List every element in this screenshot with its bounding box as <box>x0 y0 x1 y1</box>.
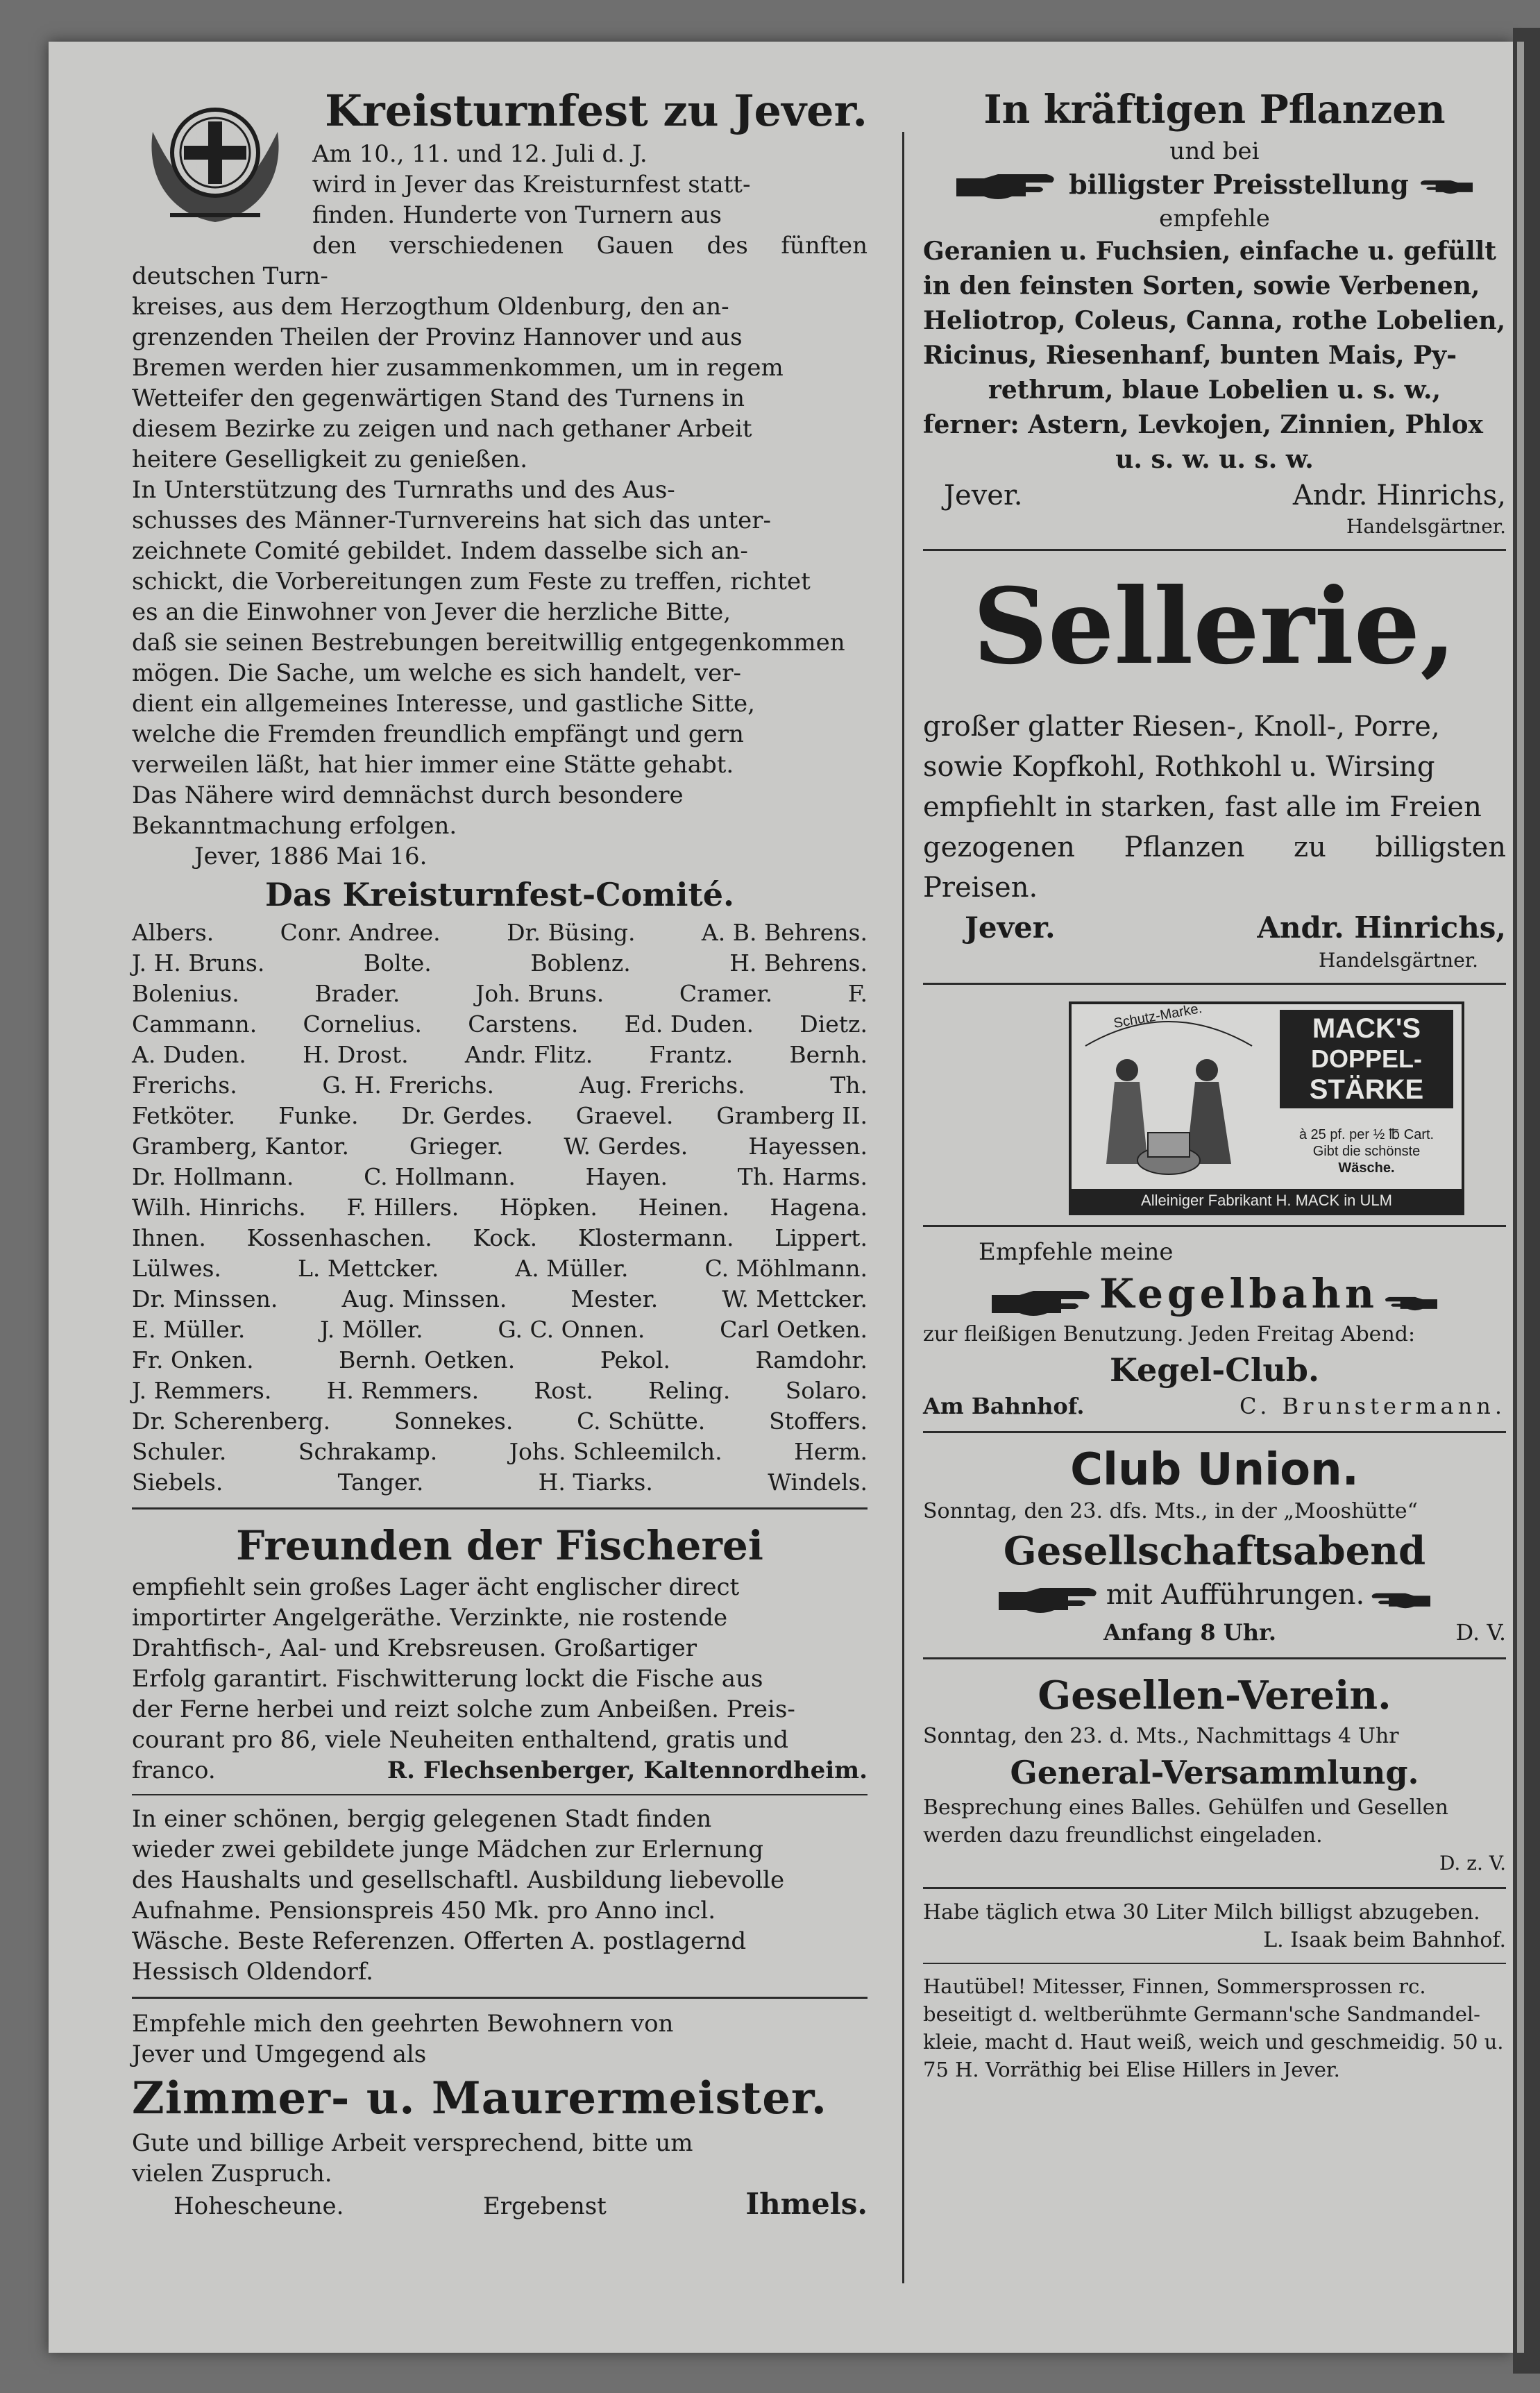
committee-member: Dietz. <box>799 1011 868 1038</box>
kegel-place: Am Bahnhof. <box>923 1393 1085 1419</box>
turnfest-line: Das Nähere wird demnächst durch besondere <box>132 781 684 809</box>
committee-member: Bernh. Oetken. <box>339 1346 516 1373</box>
committee-member: E. Müller. <box>132 1316 246 1343</box>
hautuebel-line: Hautübel! Mitesser, Finnen, Sommersprossen rc. <box>923 1974 1426 1998</box>
maurer-intro-line: Jever und Umgegend als <box>132 2040 427 2068</box>
separator <box>923 1225 1506 1227</box>
committee-names <box>132 918 868 1498</box>
committee-member: Solaro. <box>785 1377 868 1404</box>
committee-member: F. <box>847 980 868 1007</box>
turner-cross-emblem-icon <box>132 83 298 236</box>
committee-member: Herm. <box>794 1438 868 1465</box>
pension-line: Hessisch Oldendorf. <box>132 1958 373 1986</box>
pflanzen-und-bei: und bei <box>1169 137 1260 165</box>
pflanzen-line: rethrum, blaue Lobelien u. s. w., <box>988 375 1441 405</box>
club-union-start: Anfang 8 Uhr. <box>1103 1618 1277 1646</box>
kegel-intro: Empfehle meine <box>979 1237 1174 1266</box>
gesellen-title: Gesellen-Verein. <box>1038 1672 1391 1718</box>
committee-member: Ramdohr. <box>755 1346 868 1373</box>
committee-row <box>132 1376 868 1406</box>
kegel-line: zur fleißigen Benutzung. Jeden Freitag Abend: <box>923 1322 1416 1346</box>
pension-ad <box>132 1804 868 1987</box>
committee-member: Grieger. <box>409 1133 504 1160</box>
committee-member: Th. Harms. <box>737 1163 868 1190</box>
committee-member: Kock. <box>473 1224 538 1251</box>
committee-member: Wilh. Hinrichs. <box>132 1194 306 1221</box>
hautuebel-line: beseitigt d. weltberühmte Germann'sche Sandmandel- <box>923 2002 1480 2026</box>
gesellen-verein-ad <box>923 1669 1506 1877</box>
sellerie-line: großer glatter Riesen-, Knoll-, Porre, <box>923 710 1440 743</box>
turnfest-line: finden. Hunderte von Turnern aus <box>312 201 722 229</box>
pflanzen-title: In kräftigen Pflanzen <box>983 87 1446 133</box>
mack-schutzmarke: Schutz-Marke. <box>1112 1000 1203 1031</box>
committee-member: Frantz. <box>649 1041 734 1068</box>
committee-member: Gramberg II. <box>716 1102 868 1129</box>
committee-member: A. B. Behrens. <box>701 919 868 946</box>
committee-member: Aug. Minssen. <box>341 1285 507 1312</box>
turnfest-notice <box>132 83 868 1498</box>
fischerei-line: Drahtfisch-, Aal- und Krebsreusen. Großartiger <box>132 1634 697 1662</box>
committee-row <box>132 1162 868 1192</box>
sellerie-line: sowie Kopfkohl, Rothkohl u. Wirsing <box>923 750 1435 783</box>
committee-member: Hayen. <box>585 1163 668 1190</box>
fischerei-last-line: franco. <box>132 1757 216 1784</box>
turnfest-line: mögen. Die Sache, um welche es sich handelt, ver- <box>132 659 741 687</box>
committee-member: Bernh. <box>789 1041 868 1068</box>
mack-brand3: STÄRKE <box>1309 1074 1424 1105</box>
committee-member: Boblenz. <box>530 949 631 976</box>
club-union-line: Sonntag, den 23. dfs. Mts., in der „Mooshütte“ <box>923 1499 1418 1523</box>
mack-staerke-ad <box>1069 1001 1464 1215</box>
committee-row <box>132 1437 868 1467</box>
committee-member: Hayessen. <box>748 1133 868 1160</box>
turnfest-line: welche die Fremden freundlich empfängt und gern <box>132 720 744 748</box>
sellerie-line: gezogenen Pflanzen zu billigsten Preisen. <box>923 831 1506 904</box>
committee-member: Andr. Flitz. <box>464 1041 593 1068</box>
committee-member: Schrakamp. <box>298 1438 438 1465</box>
committee-member: C. Möhlmann. <box>704 1255 868 1282</box>
milch-ad <box>923 1899 1506 1954</box>
committee-member: Hagena. <box>770 1194 868 1221</box>
milch-sign: L. Isaak beim Bahnhof. <box>1263 1927 1506 1952</box>
pflanzen-line: Geranien u. Fuchsien, einfache u. gefüllt <box>923 236 1496 266</box>
pflanzen-line: Heliotrop, Coleus, Canna, rothe Lobelien, <box>923 305 1506 335</box>
committee-member: Schuler. <box>132 1438 227 1465</box>
maurer-signature-row <box>132 2189 868 2222</box>
sellerie-trade: Handelsgärtner. <box>1318 948 1478 972</box>
sellerie-signature-row <box>923 908 1506 948</box>
committee-member: Stoffers. <box>769 1407 868 1435</box>
kegel-name: C. Brunstermann. <box>1239 1393 1506 1419</box>
pflanzen-list <box>923 234 1506 477</box>
committee-row <box>132 1253 868 1284</box>
committee-member: Th. <box>830 1072 868 1099</box>
turnfest-dateline: Jever, 1886 Mai 16. <box>194 843 428 870</box>
turnfest-line: In Unterstützung des Turnraths und des Aus- <box>132 476 675 504</box>
fischerei-line: importirter Angelgeräthe. Verzinkte, nie rostende <box>132 1604 728 1632</box>
sellerie-body <box>923 707 1506 908</box>
committee-member: Windels. <box>768 1469 868 1496</box>
maurer-intro-line: Empfehle mich den geehrten Bewohnern von <box>132 2010 674 2038</box>
committee-member: Sonnekes. <box>394 1407 514 1435</box>
kegel-club: Kegel-Club. <box>1110 1351 1319 1389</box>
mack-brand-block <box>1280 1010 1453 1108</box>
committee-row <box>132 1406 868 1437</box>
committee-row <box>132 1284 868 1314</box>
pension-line: des Haushalts und gesellschaftl. Ausbildung liebevolle <box>132 1866 785 1894</box>
turnfest-line: den verschiedenen Gauen des fünften deutschen Turn- <box>132 232 868 290</box>
committee-member: C. Hollmann. <box>364 1163 516 1190</box>
pointing-hand-left-icon <box>1417 171 1473 203</box>
hautuebel-line: 75 H. Vorräthig bei Elise Hillers in Jever. <box>923 2057 1340 2081</box>
committee-row <box>132 1009 868 1040</box>
committee-title: Das Kreisturnfest-Comité. <box>264 876 735 913</box>
gesellen-sign: D. z. V. <box>1439 1851 1506 1875</box>
committee-member: Johs. Schleemilch. <box>509 1438 722 1465</box>
separator <box>923 549 1506 551</box>
kegelbahn-ad <box>923 1237 1506 1422</box>
mack-tagline1: Gibt die schönste <box>1312 1143 1421 1159</box>
committee-member: Albers. <box>132 919 214 946</box>
turnfest-line: verweilen läßt, hat hier immer eine Stätte gehabt. <box>132 751 734 779</box>
separator <box>923 1963 1506 1964</box>
committee-row <box>132 1223 868 1253</box>
committee-member: H. Behrens. <box>729 949 868 976</box>
hautuebel-ad <box>923 1972 1506 2083</box>
pflanzen-billig: billigster Preisstellung <box>1069 169 1409 200</box>
sellerie-title: Sellerie, <box>972 565 1457 688</box>
kegel-title-row <box>923 1267 1506 1321</box>
sellerie-ad <box>923 561 1506 973</box>
turnfest-line: Bremen werden hier zusammenkommen, um in regem <box>132 354 784 382</box>
club-union-event: Gesellschaftsabend <box>1003 1528 1426 1574</box>
fischerei-signature: R. Flechsenberger, Kaltennordheim. <box>387 1757 868 1784</box>
committee-member: J. Möller. <box>320 1316 423 1343</box>
committee-row <box>132 1345 868 1376</box>
committee-member: Cammann. <box>132 1011 257 1038</box>
committee-member: F. Hillers. <box>346 1194 459 1221</box>
committee-row <box>132 1070 868 1101</box>
committee-row <box>132 1314 868 1345</box>
pflanzen-line: Ricinus, Riesenhanf, bunten Mais, Py- <box>923 340 1457 370</box>
committee-member: G. H. Frerichs. <box>322 1072 494 1099</box>
committee-member: Rost. <box>534 1377 593 1404</box>
committee-member: Funke. <box>278 1102 359 1129</box>
pflanzen-ad <box>923 83 1506 539</box>
gesellen-line: Sonntag, den 23. d. Mts., Nachmittags 4 Uhr <box>923 1723 1399 1748</box>
committee-member: Frerichs. <box>132 1072 237 1099</box>
committee-member: Carl Oetken. <box>720 1316 868 1343</box>
gesellen-body <box>923 1794 1506 1850</box>
maurer-line: vielen Zuspruch. <box>132 2160 332 2188</box>
committee-member: Gramberg, Kantor. <box>132 1133 349 1160</box>
committee-member: Lippert. <box>775 1224 868 1251</box>
pointing-hand-icon <box>956 171 1060 203</box>
club-union-title: Club Union. <box>1070 1444 1359 1496</box>
sellerie-name: Andr. Hinrichs, <box>1257 910 1506 945</box>
maurer-ad <box>132 2009 868 2222</box>
pointing-hand-icon <box>992 1288 1096 1320</box>
page-edge-inner <box>1517 42 1524 2353</box>
turnfest-line: wird in Jever das Kreisturnfest statt- <box>312 171 751 198</box>
turnfest-line: es an die Einwohner von Jever die herzliche Bitte, <box>132 598 731 626</box>
committee-row <box>132 1101 868 1131</box>
turnfest-body <box>132 139 868 841</box>
committee-member: Heinen. <box>638 1194 729 1221</box>
committee-member: Cramer. <box>679 980 773 1007</box>
separator <box>923 1657 1506 1659</box>
pflanzen-signature-row <box>923 477 1506 514</box>
committee-member: Dr. Scherenberg. <box>132 1407 331 1435</box>
column-divider <box>902 132 904 2283</box>
fischerei-line: der Ferne herbei und reizt solche zum Anbeißen. Preis- <box>132 1696 795 1723</box>
turnfest-line: heitere Geselligkeit zu genießen. <box>132 446 528 473</box>
turnfest-line: kreises, aus dem Herzogthum Oldenburg, den an- <box>132 293 729 321</box>
turnfest-line: diesem Bezirke zu zeigen und nach gethaner Arbeit <box>132 415 752 443</box>
fischerei-line: empfiehlt sein großes Lager ächt englischer direct <box>132 1573 740 1601</box>
pflanzen-name: Andr. Hinrichs, <box>1292 479 1506 511</box>
committee-member: Reling. <box>648 1377 731 1404</box>
milch-line: Habe täglich etwa 30 Liter Milch billigst abzugeben. <box>923 1900 1480 1925</box>
maurer-place: Hohescheune. <box>174 2192 344 2220</box>
turnfest-line: grenzenden Theilen der Provinz Hannover und aus <box>132 323 743 351</box>
maurer-name: Ihmels. <box>745 2187 868 2221</box>
pension-line: wieder zwei gebildete junge Mädchen zur Erlernung <box>132 1836 764 1863</box>
pflanzen-line: ferner: Astern, Levkojen, Zinnien, Phlox <box>923 409 1483 439</box>
fischerei-signature-row <box>132 1755 868 1786</box>
turnfest-line: zeichnete Comité gebildet. Indem dasselbe sich an- <box>132 537 748 565</box>
committee-member: Graevel. <box>575 1102 674 1129</box>
turnfest-line: Am 10., 11. und 12. Juli d. J. <box>312 140 648 168</box>
committee-member: C. Schütte. <box>577 1407 706 1435</box>
committee-row <box>132 948 868 979</box>
svg-text:F: F <box>225 129 236 146</box>
svg-text:F: F <box>193 129 204 146</box>
maurer-intro <box>132 2009 868 2070</box>
committee-member: J. Remmers. <box>132 1377 272 1404</box>
committee-row <box>132 1192 868 1223</box>
club-union-footer <box>923 1617 1506 1648</box>
pointing-hand-icon <box>999 1585 1103 1617</box>
committee-member: L. Mettcker. <box>297 1255 439 1282</box>
committee-member: W. Mettcker. <box>722 1285 868 1312</box>
separator <box>132 1794 868 1795</box>
turnfest-line: schickt, die Vorbereitungen zum Feste zu treffen, richtet <box>132 568 811 595</box>
committee-member: Brader. <box>314 980 400 1007</box>
maurer-body <box>132 2128 868 2189</box>
sellerie-place: Jever. <box>965 910 1056 945</box>
pointing-hand-left-icon <box>1368 1585 1430 1617</box>
turnfest-line: Bekanntmachung erfolgen. <box>132 812 457 840</box>
club-union-with: mit Aufführungen. <box>1106 1579 1365 1611</box>
separator <box>132 1507 868 1510</box>
committee-member: Joh. Bruns. <box>475 980 604 1007</box>
club-union-sign: D. V. <box>1455 1618 1506 1646</box>
committee-member: Bolte. <box>363 949 432 976</box>
fischerei-line: courant pro 86, viele Neuheiten enthaltend, gratis und <box>132 1726 789 1754</box>
committee-row <box>132 1131 868 1162</box>
pflanzen-line: u. s. w. u. s. w. <box>1115 444 1314 474</box>
laundry-women-illustration-icon <box>1072 1004 1266 1185</box>
maurer-ergebenst: Ergebenst <box>482 2192 607 2220</box>
pflanzen-place: Jever. <box>944 479 1023 511</box>
separator <box>923 1887 1506 1889</box>
committee-member: Ed. Duden. <box>624 1011 754 1038</box>
committee-member: A. Duden. <box>132 1041 246 1068</box>
hautuebel-line: kleie, macht d. Haut weiß, weich und geschmeidig. 50 u. <box>923 2029 1504 2054</box>
committee-member: Fr. Onken. <box>132 1346 254 1373</box>
committee-member: Fetköter. <box>132 1102 236 1129</box>
maurer-line: Gute und billige Arbeit versprechend, bitte um <box>132 2129 693 2157</box>
committee-member: H. Remmers. <box>326 1377 480 1404</box>
gesellen-event: General-Versammlung. <box>1010 1753 1419 1791</box>
committee-member: Cornelius. <box>303 1011 422 1038</box>
committee-member: Mester. <box>570 1285 659 1312</box>
separator <box>132 1997 868 1999</box>
committee-member: Dr. Hollmann. <box>132 1163 294 1190</box>
separator <box>923 983 1506 985</box>
pflanzen-trade: Handelsgärtner. <box>1346 514 1506 538</box>
committee-member: Aug. Frerichs. <box>579 1072 745 1099</box>
mack-brand2: DOPPEL- <box>1310 1044 1422 1073</box>
committee-member: Kossenhaschen. <box>246 1224 432 1251</box>
pflanzen-line: in den feinsten Sorten, sowie Verbenen, <box>923 271 1480 301</box>
mack-price: à 25 pf. per ½ ℔ Cart. <box>1298 1126 1435 1142</box>
committee-member: Bolenius. <box>132 980 239 1007</box>
committee-member: Lülwes. <box>132 1255 221 1282</box>
pension-line: Wäsche. Beste Referenzen. Offerten A. postlagernd <box>132 1927 747 1955</box>
committee-member: Conr. Andree. <box>280 919 441 946</box>
committee-member: Ihnen. <box>132 1224 206 1251</box>
turnfest-line: Wetteifer den gegenwärtigen Stand des Turnens in <box>132 384 745 412</box>
fischerei-ad <box>132 1519 868 1786</box>
turnfest-line: dient ein allgemeines Interesse, und gastliche Sitte, <box>132 690 755 718</box>
committee-member: Dr. Büsing. <box>507 919 636 946</box>
mack-tagline2: Wäsche. <box>1338 1160 1395 1176</box>
committee-member: G. C. Onnen. <box>498 1316 645 1343</box>
gesellen-line: Besprechung eines Balles. Gehülfen und Gesellen <box>923 1795 1448 1820</box>
pflanzen-empfehle: empfehle <box>1159 204 1270 232</box>
committee-row <box>132 1467 868 1498</box>
committee-member: H. Tiarks. <box>538 1469 653 1496</box>
turnfest-line: schusses des Männer-Turnvereins hat sich das unter- <box>132 507 772 534</box>
committee-row <box>132 1040 868 1070</box>
committee-member: Tanger. <box>337 1469 424 1496</box>
club-union-ad <box>923 1443 1506 1648</box>
separator <box>923 1431 1506 1433</box>
maurer-title: Zimmer- u. Maurermeister. <box>132 2072 828 2124</box>
committee-member: Klostermann. <box>577 1224 734 1251</box>
turnfest-title: Kreisturnfest zu Jever. <box>325 85 868 136</box>
svg-text:F: F <box>193 162 204 179</box>
kegel-title: Kegelbahn <box>1099 1269 1378 1317</box>
mack-tagline-block <box>1280 1126 1453 1176</box>
mack-maker: Alleiniger Fabrikant H. MACK in ULM <box>1072 1189 1462 1212</box>
kegel-signature-row <box>923 1391 1506 1421</box>
committee-member: Pekol. <box>600 1346 670 1373</box>
committee-member: Höpken. <box>499 1194 598 1221</box>
left-column <box>132 83 868 2222</box>
committee-member: Dr. Gerdes. <box>401 1102 533 1129</box>
committee-row <box>132 918 868 948</box>
pointing-hand-left-icon <box>1382 1288 1437 1320</box>
fischerei-title: Freunden der Fischerei <box>236 1522 763 1569</box>
sellerie-line: empfiehlt in starken, fast alle im Freien <box>923 790 1482 823</box>
mack-brand1: MACK'S <box>1312 1013 1421 1044</box>
pflanzen-billig-row <box>923 167 1506 203</box>
pension-line: Aufnahme. Pensionspreis 450 Mk. pro Anno incl. <box>132 1897 716 1925</box>
committee-member: Dr. Minssen. <box>132 1285 278 1312</box>
committee-member: J. H. Bruns. <box>132 949 265 976</box>
turnfest-line: daß sie seinen Bestrebungen bereitwillig entgegenkommen <box>132 629 845 657</box>
committee-member: Siebels. <box>132 1469 223 1496</box>
committee-member: Carstens. <box>468 1011 579 1038</box>
gesellen-line: werden dazu freundlichst eingeladen. <box>923 1823 1323 1847</box>
club-union-with-row <box>923 1576 1506 1617</box>
pension-line: In einer schönen, bergig gelegenen Stadt finden <box>132 1805 712 1833</box>
svg-text:F: F <box>225 162 236 179</box>
right-column <box>923 83 1506 2083</box>
committee-member: A. Müller. <box>515 1255 629 1282</box>
committee-member: W. Gerdes. <box>564 1133 688 1160</box>
fischerei-line: Erfolg garantirt. Fischwitterung lockt die Fische aus <box>132 1665 763 1693</box>
fischerei-body <box>132 1572 868 1755</box>
committee-member: H. Drost. <box>303 1041 409 1068</box>
committee-row <box>132 979 868 1009</box>
